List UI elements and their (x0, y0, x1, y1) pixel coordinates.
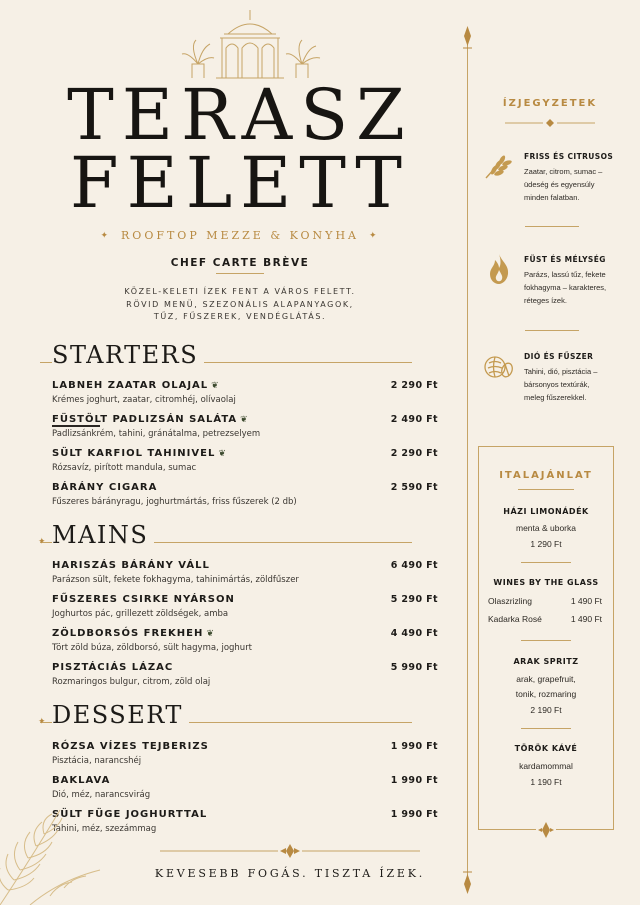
item-price: 1 990 Ft (390, 775, 438, 786)
divider-finial-icon (462, 26, 473, 56)
divider (518, 489, 574, 490)
divider-ornament-icon (505, 119, 595, 127)
item-price: 2 490 Ft (390, 414, 438, 425)
item-description: Rózsavíz, pirított mandula, sumac (52, 463, 197, 473)
tagline: KEVESEBB FOGÁS. TISZTA ÍZEK. (154, 867, 426, 880)
item-name: FŰSZERES CSIRKE NYÁRSON (52, 594, 235, 605)
note-body (524, 165, 624, 204)
item-name: SÜLT KARFIOL TAHINIVEL (52, 448, 216, 459)
note-line: üdeség és egyensúly (524, 180, 595, 189)
wine-row (488, 614, 604, 624)
drink-detail: tonik, rozmaring (515, 689, 577, 699)
drink-detail: kardamommal (519, 761, 573, 771)
drink-heading: TÖRÖK KÁVÉ (514, 744, 578, 753)
vegetarian-leaf-icon: ❦ (211, 381, 220, 391)
note-heading: FRISS ÉS CITRUSOS (524, 152, 614, 161)
menu-item (52, 774, 440, 802)
vegetarian-leaf-icon: ❦ (240, 415, 249, 425)
menu-item (52, 661, 440, 689)
divider (216, 273, 264, 274)
note-line: fokhagyma – karakteres, (524, 283, 607, 292)
item-name: HARISZÁS BÁRÁNY VÁLL (52, 560, 210, 571)
pavilion-logo-icon (176, 8, 324, 80)
item-description: Pisztácia, narancshéj (52, 756, 142, 766)
footer-ornament-icon (160, 844, 420, 858)
diamond-ornament-icon: ✦ (38, 537, 46, 547)
item-price: 6 490 Ft (390, 560, 438, 571)
note-heading: FÜST ÉS MÉLYSÉG (524, 255, 606, 264)
note-line: bársonyos textúrák, (524, 380, 590, 389)
menu-item (52, 447, 440, 475)
item-name: BÁRÁNY CIGARA (52, 482, 158, 493)
item-name: RÓZSA VÍZES TEJBERIZS (52, 741, 209, 752)
menu-item (52, 559, 440, 587)
section-title: DESSERT (52, 700, 189, 730)
diamond-ornament-icon (536, 820, 556, 840)
section-title: STARTERS (52, 340, 204, 370)
wheat-icon (482, 148, 516, 182)
section-header-mains (40, 520, 412, 550)
column-divider (467, 28, 468, 890)
menu-item (52, 481, 440, 509)
notes-title: ÍZJEGYZETEK (502, 98, 598, 109)
note-line: Parázs, lassú tűz, fekete (524, 270, 606, 279)
item-price: 2 290 Ft (390, 448, 438, 459)
item-description: Tört zöld búza, zöldborsó, sült hagyma, joghurt (52, 643, 253, 653)
sparkle-icon: ✦ (368, 231, 380, 241)
note-line: meleg fűszerekkel. (524, 393, 587, 402)
carte-label: CHEF CARTE BRÈVE (170, 257, 310, 269)
item-price: 2 290 Ft (390, 380, 438, 391)
flame-icon (482, 252, 516, 286)
wine-name: Kadarka Rosé (488, 614, 542, 624)
item-price: 1 990 Ft (390, 741, 438, 752)
subtitle-row (80, 229, 400, 242)
drink-heading: HÁZI LIMONÁDÉK (503, 507, 589, 516)
item-description: Parázson sült, fekete fokhagyma, tahinimártás, zöldfűszer (52, 575, 299, 585)
menu-item (52, 593, 440, 621)
drink-heading: WINES BY THE GLASS (493, 578, 599, 587)
item-price: 5 290 Ft (390, 594, 438, 605)
vegetarian-leaf-icon: ❦ (218, 449, 227, 459)
drinks-title: ITALAJÁNLAT (499, 470, 593, 481)
divider-finial-icon (462, 866, 473, 894)
intro-line: KÖZEL-KELETI ÍZEK FENT A VÁROS FELETT. (124, 287, 356, 296)
item-description: Fűszeres bárányragu, joghurtmártás, friss fűszerek (2 db) (52, 497, 297, 507)
item-description: Krémes joghurt, zaatar, citromhéj, olívaolaj (52, 395, 236, 405)
sparkle-icon: ✦ (100, 231, 112, 241)
menu-item (52, 740, 440, 768)
nuts-icon (482, 350, 516, 384)
item-price: 5 990 Ft (390, 662, 438, 673)
wine-price: 1 490 Ft (570, 596, 602, 606)
vegetarian-leaf-icon: ❦ (206, 629, 215, 639)
intro-text (100, 286, 380, 324)
wine-row (488, 596, 604, 606)
wine-price: 1 490 Ft (570, 614, 602, 624)
note-line: Tahini, dió, pisztácia – (524, 367, 598, 376)
note-heading: DIÓ ÉS FŰSZER (524, 352, 594, 361)
divider (521, 640, 571, 641)
section-header-starters (40, 340, 412, 370)
restaurant-title-line1: TERASZ (67, 74, 413, 156)
item-description: Padlizsánkrém, tahini, gránátalma, petrezselyem (52, 429, 261, 439)
note-line: minden falatban. (524, 193, 580, 202)
divider (525, 330, 579, 331)
section-title: MAINS (52, 520, 154, 550)
item-name: LABNEH ZAATAR OLAJAL (52, 380, 209, 391)
drink-heading: ARAK SPRITZ (513, 657, 579, 666)
subtitle: ROOFTOP MEZZE & KONYHA (121, 229, 359, 242)
item-description: Rozmaringos bulgur, citrom, zöld olaj (52, 677, 211, 687)
palm-leaf-decoration-icon (0, 790, 110, 905)
item-price: 2 590 Ft (390, 482, 438, 493)
drink-price: 1 190 Ft (530, 777, 562, 787)
intro-line: TŰZ, FŰSZEREK, VENDÉGLÁTÁS. (153, 312, 327, 321)
divider (521, 562, 571, 563)
drink-detail: menta & uborka (515, 523, 576, 533)
menu-item (52, 413, 440, 441)
menu-item (52, 379, 440, 407)
restaurant-title-line2: FELETT (70, 142, 410, 224)
note-body (524, 365, 624, 404)
note-body (524, 268, 624, 307)
divider (525, 226, 579, 227)
item-name: FÜSTÖLT PADLIZSÁN SALÁTA (52, 414, 238, 425)
note-line: réteges ízek. (524, 296, 567, 305)
item-name: SÜLT FÜGE JOGHURTTAL (52, 809, 208, 820)
item-name: BAKLAVA (52, 775, 111, 786)
wine-name: Olaszrizling (488, 596, 532, 606)
item-name: PISZTÁCIÁS LÁZAC (52, 662, 174, 673)
item-description: Tahini, méz, szezámmag (52, 824, 157, 834)
drink-price: 2 190 Ft (530, 705, 562, 715)
menu-item (52, 808, 440, 836)
handdrawn-underline (52, 425, 100, 427)
drink-detail: arak, grapefruit, (516, 674, 576, 684)
drink-price: 1 290 Ft (530, 539, 562, 549)
item-price: 4 490 Ft (390, 628, 438, 639)
intro-line: RÖVID MENÜ, SZEZONÁLIS ALAPANYAGOK, (126, 299, 354, 309)
section-header-dessert (40, 700, 412, 730)
item-description: Joghurtos pác, grillezett zöldségek, amba (52, 609, 229, 619)
menu-item (52, 627, 440, 655)
item-price: 1 990 Ft (390, 809, 438, 820)
note-line: Zaatar, citrom, sumac – (524, 167, 603, 176)
item-description: Dió, méz, narancsvirág (52, 790, 151, 800)
divider (521, 728, 571, 729)
diamond-ornament-icon: ✦ (38, 717, 46, 727)
item-name: ZÖLDBORSÓS FREKHEH (52, 628, 204, 639)
